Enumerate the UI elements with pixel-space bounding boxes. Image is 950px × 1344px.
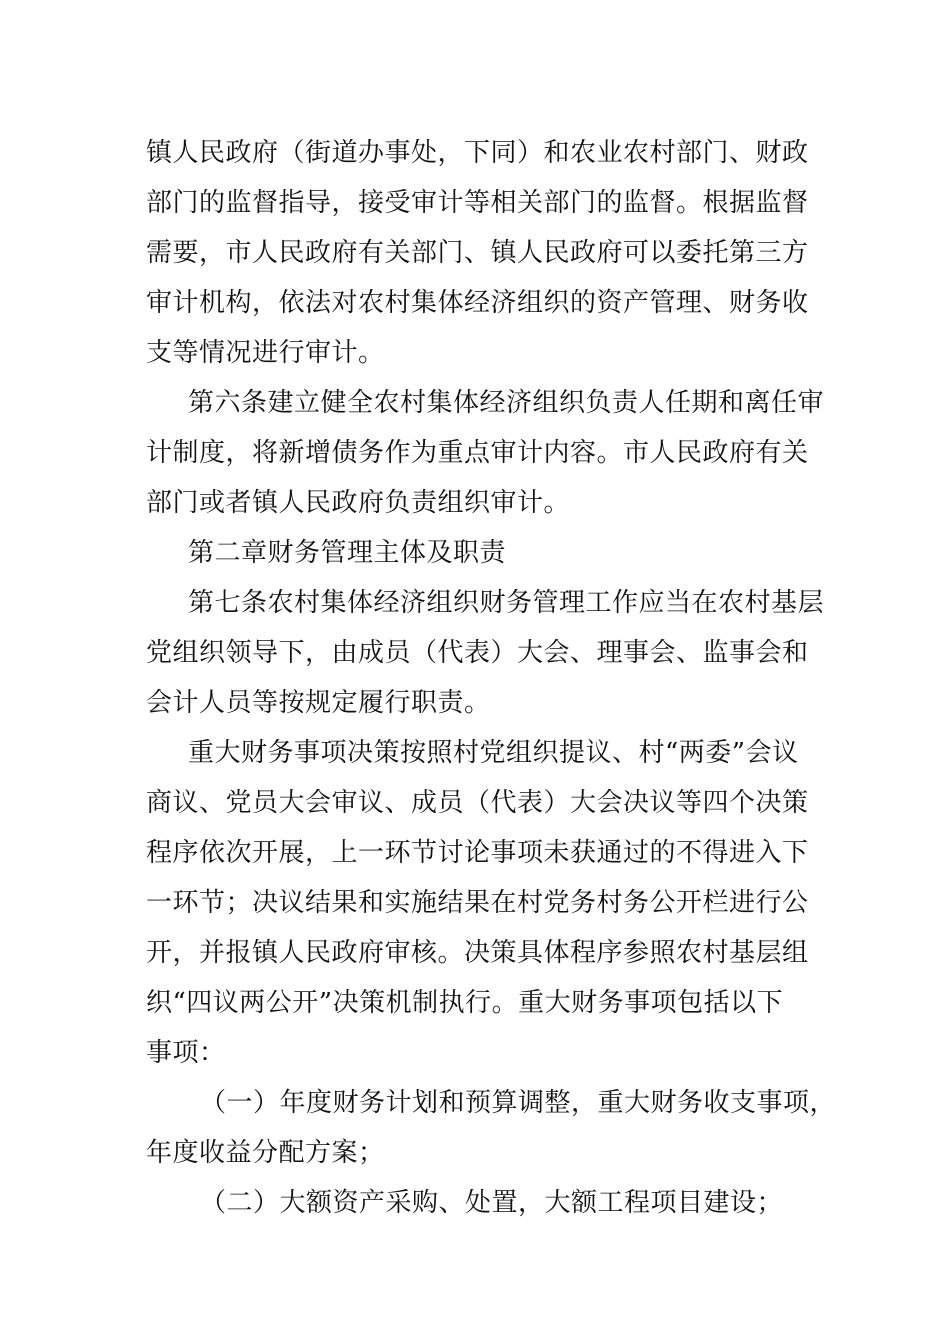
text-line: 部门的监督指导，接受审计等相关部门的监督。根据监督 [146, 188, 809, 218]
text-line: 镇人民政府（街道办事处，下同）和农业农村部门、财政 [146, 138, 809, 168]
list-item-1: （一）年度财务计划和预算调整，重大财务收支事项， [200, 1088, 837, 1118]
chapter-2-heading: 第二章财务管理主体及职责 [188, 538, 507, 568]
text-line: 审计机构，依法对农村集体经济组织的资产管理、财务收 [146, 288, 809, 318]
text-line: 计制度，将新增债务作为重点审计内容。市人民政府有关 [146, 438, 809, 468]
text-line: 程序依次开展，上一环节讨论事项未获通过的不得进入下 [146, 838, 809, 868]
text-line: 事项： [146, 1038, 226, 1068]
paragraph-start: 重大财务事项决策按照村党组织提议、村“两委”会议 [188, 738, 799, 768]
text-line: 部门或者镇人民政府负责组织审计。 [146, 488, 571, 518]
text-line: 党组织领导下，由成员（代表）大会、理事会、监事会和 [146, 638, 809, 668]
text-line: 一环节；决议结果和实施结果在村党务村务公开栏进行公 [146, 888, 809, 918]
text-line: 年度收益分配方案； [146, 1138, 385, 1168]
list-item-2: （二）大额资产采购、处置，大额工程项目建设； [200, 1188, 784, 1218]
text-line: 开，并报镇人民政府审核。决策具体程序参照农村基层组 [146, 938, 809, 968]
text-line: 会计人员等按规定履行职责。 [146, 688, 491, 718]
text-line: 商议、党员大会审议、成员（代表）大会决议等四个决策 [146, 788, 809, 818]
article-6-heading: 第六条建立健全农村集体经济组织负责人任期和离任审 [188, 388, 825, 418]
text-line: 需要，市人民政府有关部门、镇人民政府可以委托第三方 [146, 238, 809, 268]
text-line: 织“四议两公开”决策机制执行。重大财务事项包括以下 [146, 988, 784, 1018]
text-line: 支等情况进行审计。 [146, 338, 385, 368]
article-7-heading: 第七条农村集体经济组织财务管理工作应当在农村基层 [188, 588, 825, 618]
